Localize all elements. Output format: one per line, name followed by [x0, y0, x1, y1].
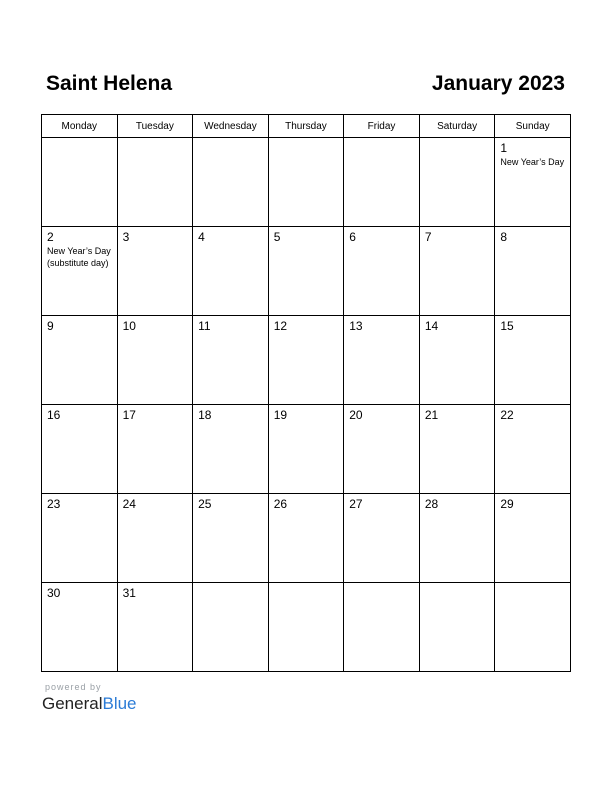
day-cell: [268, 316, 344, 405]
powered-by-text: powered by: [45, 682, 102, 692]
day-cell: [42, 138, 118, 227]
day-number: 17: [122, 408, 136, 422]
day-cell: [344, 494, 420, 583]
day-cell: [419, 316, 495, 405]
day-number: 31: [122, 586, 136, 600]
day-number: 2: [47, 230, 54, 244]
day-cell: [193, 138, 269, 227]
day-number: 28: [424, 497, 439, 511]
week-row: [42, 138, 571, 227]
day-cell: [42, 227, 118, 316]
day-number: 30: [47, 586, 61, 600]
calendar-body: [42, 138, 571, 672]
day-number: 13: [349, 319, 363, 333]
holiday-label: New Year’s Day: [500, 157, 565, 167]
brand-general-text: General: [42, 694, 103, 713]
day-cell: [42, 583, 118, 672]
day-number: 26: [273, 497, 288, 511]
day-number: 12: [273, 319, 288, 333]
day-number: 6: [349, 230, 356, 244]
weekday-header: Monday: [42, 115, 118, 138]
day-number: 8: [500, 230, 508, 244]
day-number: 5: [273, 230, 281, 244]
day-number: 1: [500, 141, 508, 155]
day-cell: [419, 138, 495, 227]
day-cell: [419, 583, 495, 672]
day-number: 4: [198, 230, 205, 244]
day-number: 9: [47, 319, 54, 333]
day-cell: [419, 494, 495, 583]
day-cell: [42, 405, 118, 494]
day-number: 16: [47, 408, 61, 422]
day-cell: [344, 138, 420, 227]
month-year-title: January 2023: [431, 72, 565, 95]
weekday-header: Tuesday: [117, 115, 193, 138]
day-cell: [495, 316, 571, 405]
day-cell: [193, 583, 269, 672]
day-number: 15: [500, 319, 514, 333]
day-cell: [42, 316, 118, 405]
day-number: 23: [47, 497, 61, 511]
week-row: [42, 227, 571, 316]
week-row: [42, 316, 571, 405]
day-number: 22: [500, 408, 514, 422]
day-cell: [495, 494, 571, 583]
weekday-header-row: [42, 115, 571, 138]
day-cell: [117, 138, 193, 227]
day-cell: [344, 583, 420, 672]
country-title: Saint Helena: [46, 72, 173, 95]
day-cell: [268, 138, 344, 227]
weekday-header: Friday: [344, 115, 420, 138]
day-number: 24: [122, 497, 136, 511]
day-cell: [193, 227, 269, 316]
day-cell: [495, 227, 571, 316]
day-number: 19: [273, 408, 288, 422]
day-number: 11: [198, 319, 211, 333]
day-cell: [268, 405, 344, 494]
day-number: 21: [424, 408, 439, 422]
day-cell: [344, 405, 420, 494]
day-number: 27: [349, 497, 363, 511]
day-number: 20: [349, 408, 363, 422]
day-number: 29: [500, 497, 514, 511]
day-cell: [419, 227, 495, 316]
day-cell: [268, 583, 344, 672]
week-row: [42, 405, 571, 494]
day-number: 10: [122, 319, 136, 333]
day-number: 25: [198, 497, 212, 511]
weekday-header: Thursday: [268, 115, 344, 138]
day-cell: [419, 405, 495, 494]
day-number: 7: [424, 230, 432, 244]
calendar-grid: [41, 114, 571, 672]
day-cell: [117, 405, 193, 494]
day-number: 14: [424, 319, 439, 333]
day-cell: [495, 138, 571, 227]
day-cell: [193, 494, 269, 583]
day-cell: [117, 494, 193, 583]
weekday-header: Wednesday: [193, 115, 269, 138]
day-number: 3: [122, 230, 130, 244]
week-row: [42, 494, 571, 583]
brand-blue-text: Blue: [102, 694, 137, 713]
day-number: 18: [198, 408, 212, 422]
week-row: [42, 583, 571, 672]
day-cell: [268, 227, 344, 316]
day-cell: [117, 583, 193, 672]
day-cell: [344, 316, 420, 405]
day-cell: [268, 494, 344, 583]
weekday-header: Sunday: [495, 115, 571, 138]
day-cell: [42, 494, 118, 583]
day-cell: [193, 405, 269, 494]
holiday-label: New Year’s Day (substitute day): [47, 246, 111, 268]
weekday-header: Saturday: [419, 115, 495, 138]
day-cell: [344, 227, 420, 316]
day-cell: [193, 316, 269, 405]
day-cell: [117, 227, 193, 316]
day-cell: [495, 405, 571, 494]
day-cell: [117, 316, 193, 405]
day-cell: [495, 583, 571, 672]
brand-logo[interactable]: [42, 693, 137, 715]
